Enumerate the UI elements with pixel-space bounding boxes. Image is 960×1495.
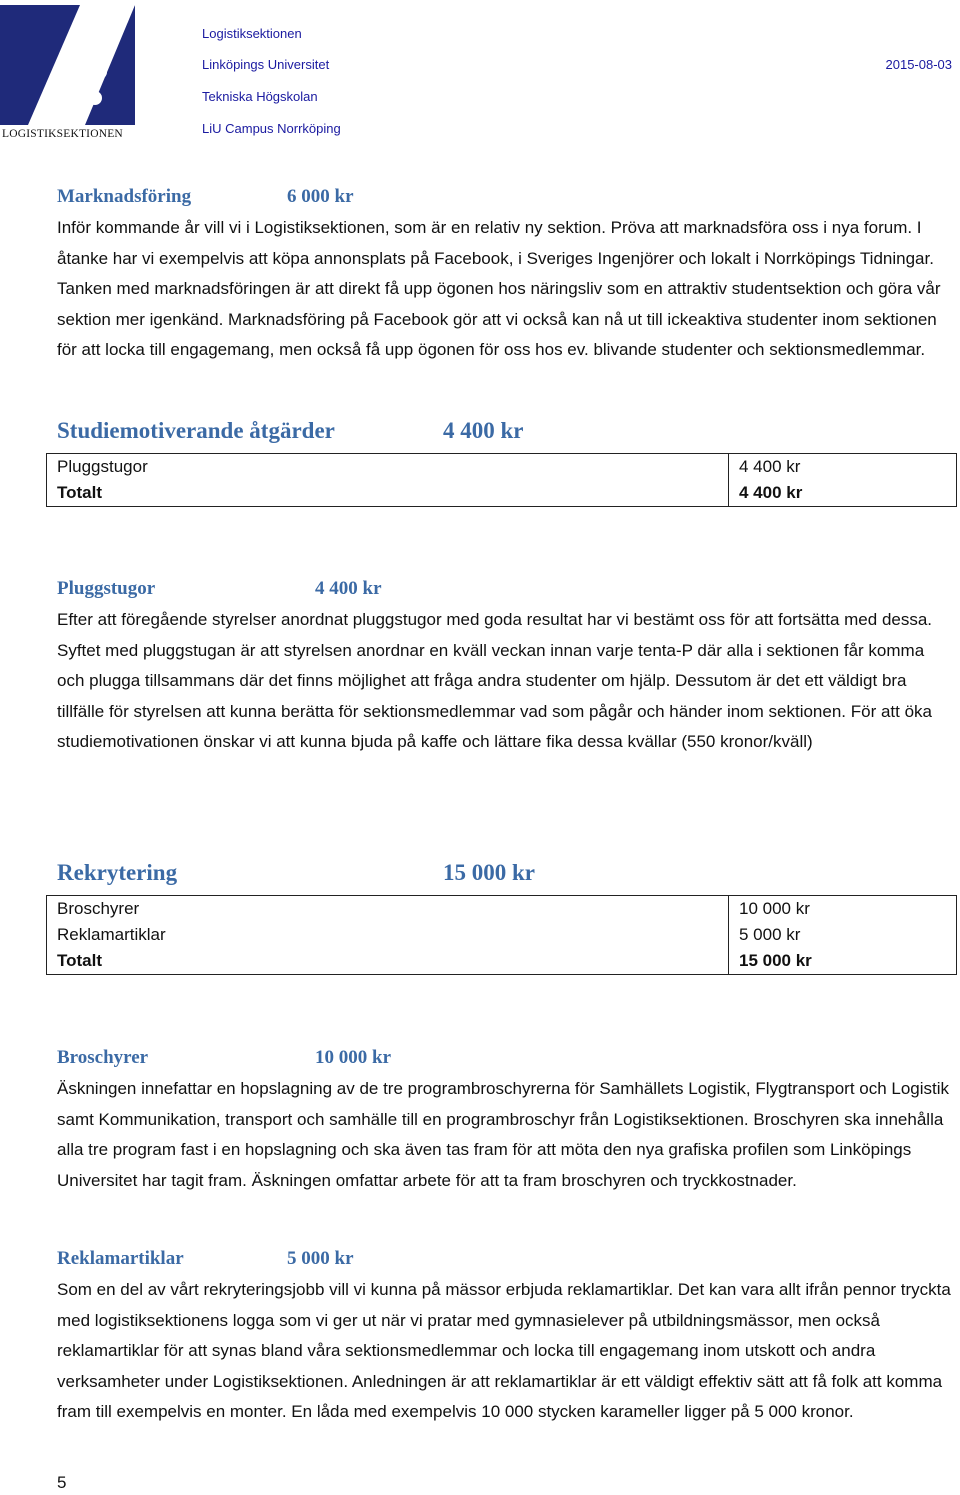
heading-amount: 10 000 kr <box>315 1047 391 1068</box>
row-label: Totalt <box>47 948 729 975</box>
section-heading-pluggstugor <box>57 578 952 602</box>
section-heading-broschyrer <box>57 1047 952 1071</box>
paragraph-reklamartiklar: Som en del av vårt rekryteringsjobb vill vi kunna på mässor erbjuda reklamartiklar. Det kan vara allt ifrån pennor tryckta med logistiksektionens logga som vi ger ut när vi pratar med gymnasielever på utbildningsmässor, men också reklamartiklar för att synas bland våra sektionsmedlemmar och locka till engagemang inom utskott och andra verksamheter under Logistiksektionen. Anledningen är att reklamartiklar är ett väldigt effektiv sätt att få folk att komma fram till exempelvis en monter. En låda med exempelvis 10 000 stycken karameller ligger på 5 000 kronor. <box>57 1280 951 1421</box>
table-row-total <box>47 480 957 507</box>
row-value: 4 400 kr <box>729 480 957 507</box>
row-value: 15 000 kr <box>729 948 957 975</box>
row-label: Totalt <box>47 480 729 507</box>
heading-title: Studiemotiverande åtgärder <box>57 418 335 443</box>
table-row <box>47 454 957 481</box>
header-university: Linköpings Universitet <box>202 57 330 72</box>
header-faculty: Tekniska Högskolan <box>202 89 318 104</box>
row-value: 4 400 kr <box>729 454 957 481</box>
section-heading-marknadsforing <box>57 186 952 210</box>
table-row <box>47 896 957 923</box>
heading-amount: 4 400 kr <box>443 418 524 443</box>
budget-table-studiemotiverande <box>46 453 957 507</box>
heading-title: Marknadsföring <box>57 186 192 207</box>
row-label: Pluggstugor <box>47 454 729 481</box>
row-value: 10 000 kr <box>729 896 957 923</box>
row-label: Reklamartiklar <box>47 922 729 948</box>
paragraph-marknadsforing: Inför kommande år vill vi i Logistiksektionen, som är en relativ ny sektion. Pröva att marknadsföra oss i nya forum. I åtanke har vi exempelvis att köpa annonsplats på Facebook, i Sveriges Ingenjörer och lokalt i Norrköpings Tidningar. Tanken med marknadsföringen är att direkt få upp ögonen hos näringsliv som en attraktiv studentsektion och göra vår sektion mer igenkänd. Marknadsföring på Facebook gör att vi också kan nå ut till ickeaktiva studenter inom sektionen för att locka till engagemang, men också få upp ögonen för oss hos ev. blivande studenter och sektionsmedlemmar. <box>57 218 941 359</box>
section-heading-reklamartiklar <box>57 1248 952 1272</box>
heading-title: Rekrytering <box>57 860 178 885</box>
paragraph-broschyrer: Äskningen innefattar en hopslagning av de tre programbroschyrerna för Samhällets Logistik, Flygtransport och Logistik samt Kommunikation, transport och samhälle till en programbroschyr från Logistiksektionen. Broschyren ska innehålla alla tre program fast i en hopslagning och ska även tas fram för att möta den nya grafiska profilen som Linköpings Universitet har tagit fram. Äskningen omfattar arbete för att ta fram broschyren och tryckkostnader. <box>57 1079 950 1190</box>
paragraph-pluggstugor: Efter att föregående styrelser anordnat pluggstugor med goda resultat har vi bestämt oss för att fortsätta med dessa. Syftet med pluggstugan är att styrelsen anordnar en kväll veckan innan varje tenta-P där alla i sektionen får komma och plugga tillsammans där det finns möjlighet att fråga andra studenter om hjälp. Dessutom är det ett väldigt bra tillfälle för styrelsen att kunna berätta för sektionsmedlemmar vad som pågår och händer inom sektionen. För att öka studiemotivationen önskar vi att kunna bjuda på kaffe och lättare fika dessa kvällar (550 kronor/kväll) <box>57 610 933 751</box>
section-heading-rekrytering <box>57 860 952 890</box>
table-row-total <box>47 948 957 975</box>
table-row <box>47 922 957 948</box>
heading-amount: 15 000 kr <box>443 860 535 885</box>
row-label: Broschyrer <box>47 896 729 923</box>
heading-title: Broschyrer <box>57 1047 149 1068</box>
heading-title: Reklamartiklar <box>57 1248 184 1269</box>
heading-amount: 4 400 kr <box>315 578 382 599</box>
header-org: Logistiksektionen <box>202 26 302 41</box>
logo <box>0 0 140 150</box>
heading-title: Pluggstugor <box>57 578 156 599</box>
page-number: 5 <box>57 1473 67 1492</box>
logo-mark <box>0 0 140 130</box>
section-heading-studiemotiverande <box>57 418 952 448</box>
header-campus: LiU Campus Norrköping <box>202 121 341 136</box>
header-date: 2015-08-03 <box>885 57 952 72</box>
heading-amount: 6 000 kr <box>287 186 354 207</box>
budget-table-rekrytering <box>46 895 957 975</box>
heading-amount: 5 000 kr <box>287 1248 354 1269</box>
row-value: 5 000 kr <box>729 922 957 948</box>
logo-text: LOGISTIKSEKTIONEN <box>2 128 123 140</box>
